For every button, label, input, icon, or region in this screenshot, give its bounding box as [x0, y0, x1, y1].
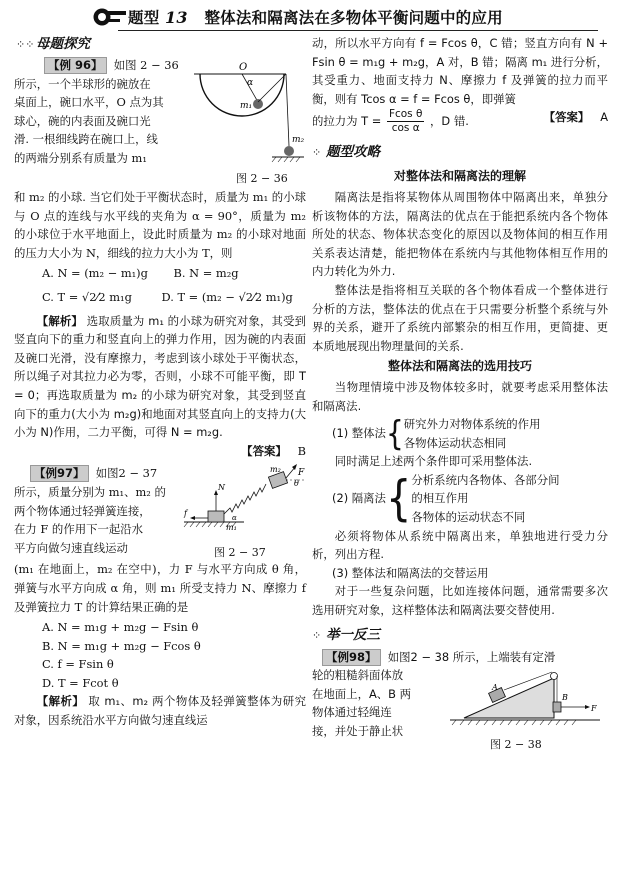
item2-condition-a: 分析系统内各物体、各部分间 — [411, 472, 560, 487]
fig238-label-F: F — [591, 703, 597, 713]
ex96-option-b: B. N = m₂g — [173, 266, 239, 281]
para-isolation: 隔离法是指将某物体从周围物体中隔离出来，单独分析该物体的方法，隔离法的优点在于能把系统内各个物体所处的状态、物体状态变化的原因以及物体间的相互作用关系表达清楚，能把物体在系统内与其他物体相互作用的内力转化为外力. — [312, 189, 608, 279]
ex96-options-row2 — [14, 288, 306, 307]
item-whole-method — [332, 415, 608, 452]
fig236-label-O: O — [239, 62, 248, 73]
fig237-label-alpha: α — [232, 514, 237, 523]
ex97-option-c: C. f = Fsin θ — [42, 657, 114, 672]
ex97-line: 平方向做匀速直线运动 — [14, 540, 128, 555]
header-rule — [118, 30, 598, 31]
ex97-line: 两个物体通过轻弹簧连接， — [14, 503, 151, 518]
ex97-badge: 【例97】 — [30, 465, 89, 482]
ex97-body: (m₁ 在地面上，m₂ 在空中)，力 F 与水平方向成 θ 角，弹簧与水平方向成 α 角，则 m₁ 所受支持力 N、摩擦力 f 及弹簧拉力 T 的计算结果正确的是 — [14, 562, 306, 614]
left-column — [14, 34, 306, 730]
ex97-analysis-text: 取 m₁、m₂ 两个物体及轻弹簧整体为研究对象，因系统沿水平方向做匀速直线运 — [14, 694, 306, 728]
section-dots-icon: ⁘ — [312, 628, 322, 642]
ex96-option-a: A. N = (m₂ − m₁)g — [42, 266, 148, 281]
ex97-text1: 如图2 − 37 — [95, 466, 158, 481]
ex96-option-c: C. T = √2⁄2 m₁g — [42, 289, 132, 304]
ex97-analysis — [14, 692, 306, 729]
para-alternate: 对于一些复杂问题，比如连接体问题，通常需要多次选用研究对象，这样整体法和隔离法要交替使用. — [312, 584, 608, 618]
fig237-label-m1: m₁ — [226, 523, 237, 533]
ex97-option-a: A. N = m₁g + m₂g − Fsin θ — [42, 620, 199, 635]
fig238-label-B: B — [562, 692, 568, 702]
section-dots-icon: ⁘⁘ — [16, 38, 35, 51]
ex96-line: 的两端分别系有质量为 m₁ — [14, 150, 147, 165]
para-whole: 整体法是指将相互关联的各个物体看成一个整体进行分析的方法，整体法的优点在于只需要分析整个系统与外界的关系，避开了系统内部繁杂的相互作用，更简捷、更本质地展现出物理量间的关系. — [312, 282, 608, 353]
section-practice — [312, 624, 608, 648]
heading-understanding: 对整体法和隔离法的理解 — [393, 169, 526, 184]
brace-icon: { — [385, 471, 412, 527]
ex96-answer — [14, 442, 306, 461]
ex96-badge: 【例 96】 — [44, 57, 107, 74]
item1-condition-b: 各物体运动状态相同 — [403, 435, 507, 450]
ex96-line: 桌面上，碗口水平，O 点为其 — [14, 95, 164, 110]
fig238-label-A: A — [492, 682, 498, 692]
ex97-answer-label: 【答案】 — [543, 110, 590, 125]
right-column — [312, 34, 608, 751]
fig237-label-f: f — [184, 509, 187, 519]
item2-condition-a2: 的相互作用 — [411, 491, 469, 506]
fig237-label-m2: m₂ — [270, 465, 281, 475]
para-isolation-cond: 必须将物体从系统中隔离出来，单独地进行受力分析，列出方程. — [312, 528, 608, 562]
para-whole-cond: 同时满足上述两个条件即可采用整体法. — [334, 454, 533, 469]
ex96-line: 球心，碗的内表面及碗口光 — [14, 113, 151, 128]
item2-label: (2) 隔离法 — [332, 491, 386, 506]
fig236-label-alpha: α — [247, 78, 254, 88]
ex98-intro — [312, 648, 608, 751]
ex97-analysis-formula — [312, 108, 608, 135]
figure-2-38 — [450, 668, 602, 732]
ex98-badge: 【例98】 — [322, 649, 381, 666]
topic-logo-icon — [92, 7, 126, 27]
formula-lead: 的拉力为 T = — [312, 114, 382, 129]
item-alternate: (3) 整体法和隔离法的交替运用 — [332, 565, 489, 580]
ex96-answer-label: 【答案】 — [241, 443, 287, 458]
section-label-practice: 举一反三 — [326, 626, 380, 643]
heading-tips: 整体法和隔离法的选用技巧 — [387, 359, 532, 374]
header-number: 13 — [165, 8, 188, 27]
ex97-intro — [14, 464, 306, 560]
ex96-options-row1 — [14, 264, 306, 283]
ex98-line: 在地面上，A、B 两 — [312, 686, 411, 701]
ex97-analysis-label: 【解析】 — [36, 694, 85, 709]
header-prefix: 题型 — [128, 9, 160, 27]
section-dots-icon: ⁘ — [312, 146, 322, 160]
section-strategy — [312, 141, 608, 165]
formula-fraction — [387, 108, 424, 135]
header-title — [128, 6, 503, 28]
item1-label: (1) 整体法 — [332, 426, 386, 441]
fig237-label-theta: θ — [294, 479, 299, 489]
fig236-label-m2: m₂ — [292, 135, 304, 145]
page-header — [0, 4, 619, 30]
ex98-line: 物体通过轻绳连 — [312, 705, 392, 720]
item1-condition-a: 研究外力对物体系统的作用 — [403, 417, 541, 432]
fig238-caption: 图 2 − 38 — [490, 737, 542, 751]
ex96-answer-value: B — [297, 443, 306, 458]
fig237-caption: 图 2 − 37 — [214, 546, 266, 560]
ex96-analysis — [14, 312, 306, 442]
ex97-option-d: D. T = Fcot θ — [42, 675, 119, 690]
fraction-numerator: Fcos θ — [388, 108, 423, 121]
ex96-body: 和 m₂ 的小球. 当它们处于平衡状态时，质量为 m₁ 的小球与 O 点的连线与水平线的夹角为 α = 90°，质量为 m₂ 的小球位于水平地面上，设此时质量为 m₂ 的小球对地面的压力大小为 N，细线的拉力大小为 T，则 — [14, 190, 306, 260]
figure-2-36 — [192, 58, 304, 170]
ex97-option-b: B. N = m₁g + m₂g − Fcos θ — [42, 638, 201, 653]
fig236-label-m1: m₁ — [240, 101, 253, 111]
ex96-line: 滑. 一根细线跨在碗口上，线 — [14, 132, 158, 147]
fig237-label-F: F — [298, 468, 305, 479]
header-title-text: 整体法和隔离法在多物体平衡问题中的应用 — [204, 9, 503, 27]
formula-tail: ，D 错. — [430, 114, 469, 129]
para-tips: 当物理情境中涉及物体较多时，就要考虑采用整体法和隔离法. — [312, 379, 608, 413]
ex96-analysis-text: 选取质量为 m₁ 的小球为研究对象，其受到竖直向下的重力和竖直向上的弹力作用，因为碗的内表面及碗口光滑，没有摩擦力，考虑到该小球处于平衡状态，所以绳子对其拉力必为零，否则，小球不可能平衡，即 T = 0；再选取质量为 m₂ 的小球为研究对象，其受到竖直向下的重力(大小为 m₂g)和地面对其竖直向上的支持力(大小为 N)作用，二力平衡，可得 N = m₂g. — [14, 313, 306, 440]
ex96-option-d: D. T = (m₂ − √2⁄2 m₁)g — [161, 289, 293, 304]
ex97-answer-value: A — [600, 110, 608, 125]
ex98-line: 接，并处于静止状 — [312, 724, 404, 738]
ex98-line: 轮的粗糙斜面体放 — [312, 668, 404, 683]
ex98-text1: 如图2 − 38 所示，上端装有定滑 — [387, 649, 556, 664]
ex96-text1: 如图 2 − 36 — [113, 58, 179, 72]
section-label-strategy: 题型攻略 — [326, 144, 380, 161]
brace-icon: { — [385, 413, 404, 453]
item-isolation-method — [332, 471, 608, 527]
ex96-analysis-label: 【解析】 — [36, 313, 83, 328]
fig237-label-N: N — [218, 483, 225, 493]
ex96-intro — [14, 56, 306, 188]
ex97-line: 所示，质量分别为 m₁、m₂ 的 — [14, 484, 166, 499]
section-mother-problem — [14, 34, 306, 56]
fig236-caption: 图 2 − 36 — [236, 172, 288, 185]
figure-2-37 — [174, 464, 306, 544]
item2-condition-b: 各物体的运动状态不同 — [411, 510, 526, 525]
section-label-mother: 母题探究 — [36, 36, 90, 52]
ex97-analysis-cont: 动，所以水平方向有 f = Fcos θ，C 错；竖直方向有 N + Fsin θ = m₁g + m₂g，A 对，B 错；隔离 m₁ 进行分析，其受重力、地面支持力 N、摩擦力 f 及弹簧的拉力而平衡，则有 Tcos α = f = Fcos θ，即弹簧 — [312, 36, 608, 106]
fraction-denominator: cos α — [391, 122, 420, 135]
ex97-line: 在力 F 的作用下一起沿水 — [14, 522, 144, 537]
ex96-line: 所示，一个半球形的碗放在 — [14, 76, 151, 91]
